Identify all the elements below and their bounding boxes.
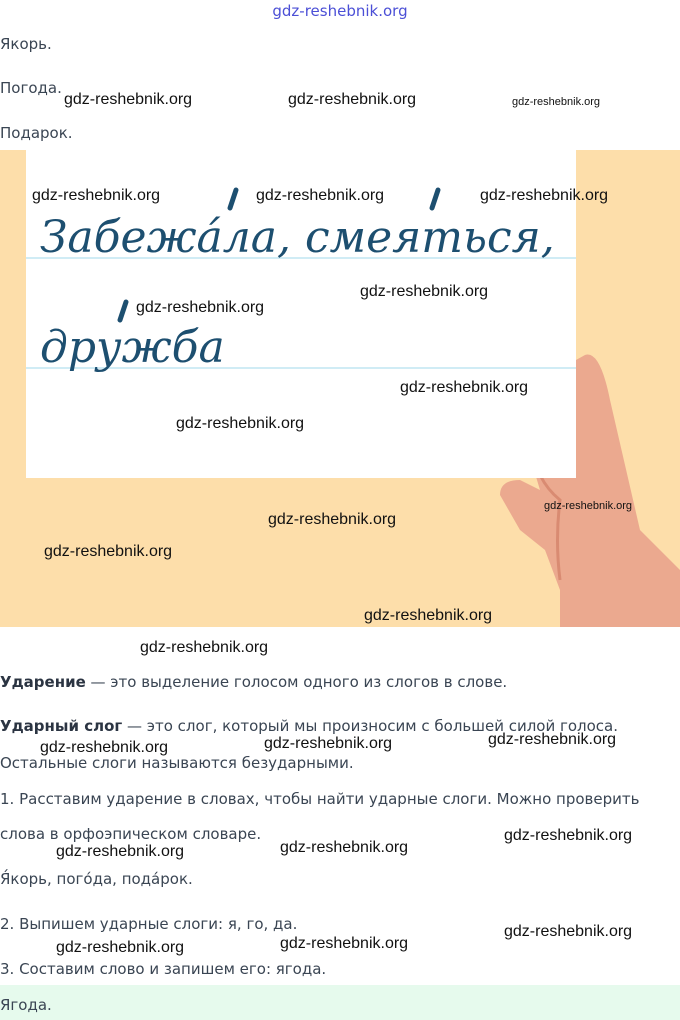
watermark: gdz-reshebnik.org xyxy=(32,187,161,204)
watermark: gdz-reshebnik.org xyxy=(512,96,601,108)
watermark: gdz-reshebnik.org xyxy=(504,923,633,940)
watermark: gdz-reshebnik.org xyxy=(268,511,397,528)
step-3: 3. Составим слово и запишем его: ягода. xyxy=(0,960,327,978)
watermark: gdz-reshebnik.org xyxy=(288,91,417,108)
definition-tail: Остальные слоги называются безударными. xyxy=(0,754,354,772)
step-1-line-1: 1. Расставим ударение в словах, чтобы найти ударные слоги. Можно проверить xyxy=(0,790,640,808)
watermark: gdz-reshebnik.org xyxy=(480,187,609,204)
watermark: gdz-reshebnik.org xyxy=(56,939,185,956)
watermark: gdz-reshebnik.org xyxy=(488,731,617,748)
intro-word-3: Подарок. xyxy=(0,124,73,142)
step-1-line-2: слова в орфоэпическом словаре. xyxy=(0,825,262,843)
term-stress: Ударение xyxy=(0,673,86,691)
watermark: gdz-reshebnik.org xyxy=(364,607,493,624)
watermark: gdz-reshebnik.org xyxy=(56,843,185,860)
watermark: gdz-reshebnik.org xyxy=(504,827,633,844)
watermark: gdz-reshebnik.org xyxy=(544,500,633,512)
watermark: gdz-reshebnik.org xyxy=(40,739,169,756)
definition-stress xyxy=(0,673,507,691)
watermark: gdz-reshebnik.org xyxy=(140,639,269,656)
watermark: gdz-reshebnik.org xyxy=(44,543,173,560)
watermark: gdz-reshebnik.org xyxy=(176,415,305,432)
handwritten-line-1: Забежáла, смеяться, xyxy=(40,212,555,263)
answer-box xyxy=(0,985,680,1020)
watermark: gdz-reshebnik.org xyxy=(360,283,489,300)
watermark: gdz-reshebnik.org xyxy=(280,839,409,856)
definition-stress-text: — это выделение голосом одного из слогов в слове. xyxy=(85,673,508,691)
step-2: 2. Выпишем ударные слоги: я, го, да. xyxy=(0,915,298,933)
watermark: gdz-reshebnik.org xyxy=(136,299,265,316)
watermark: gdz-reshebnik.org xyxy=(64,91,193,108)
handwritten-line-2: дружба xyxy=(40,322,225,373)
stressed-words: Я́корь, пого́да, пода́рок. xyxy=(0,870,193,888)
term-stressed-syllable: Ударный слог xyxy=(0,717,123,735)
intro-word-2: Погода. xyxy=(0,79,62,97)
watermark: gdz-reshebnik.org xyxy=(264,735,393,752)
definition-stressed-syllable-text: — это слог, который мы произносим с большей силой голоса. xyxy=(122,717,619,735)
watermark: gdz-reshebnik.org xyxy=(280,935,409,952)
answer-text: Ягода. xyxy=(0,996,52,1014)
intro-word-1: Якорь. xyxy=(0,35,52,53)
watermark: gdz-reshebnik.org xyxy=(400,379,529,396)
site-header-link[interactable]: gdz-reshebnik.org xyxy=(272,2,408,20)
watermark: gdz-reshebnik.org xyxy=(256,187,385,204)
